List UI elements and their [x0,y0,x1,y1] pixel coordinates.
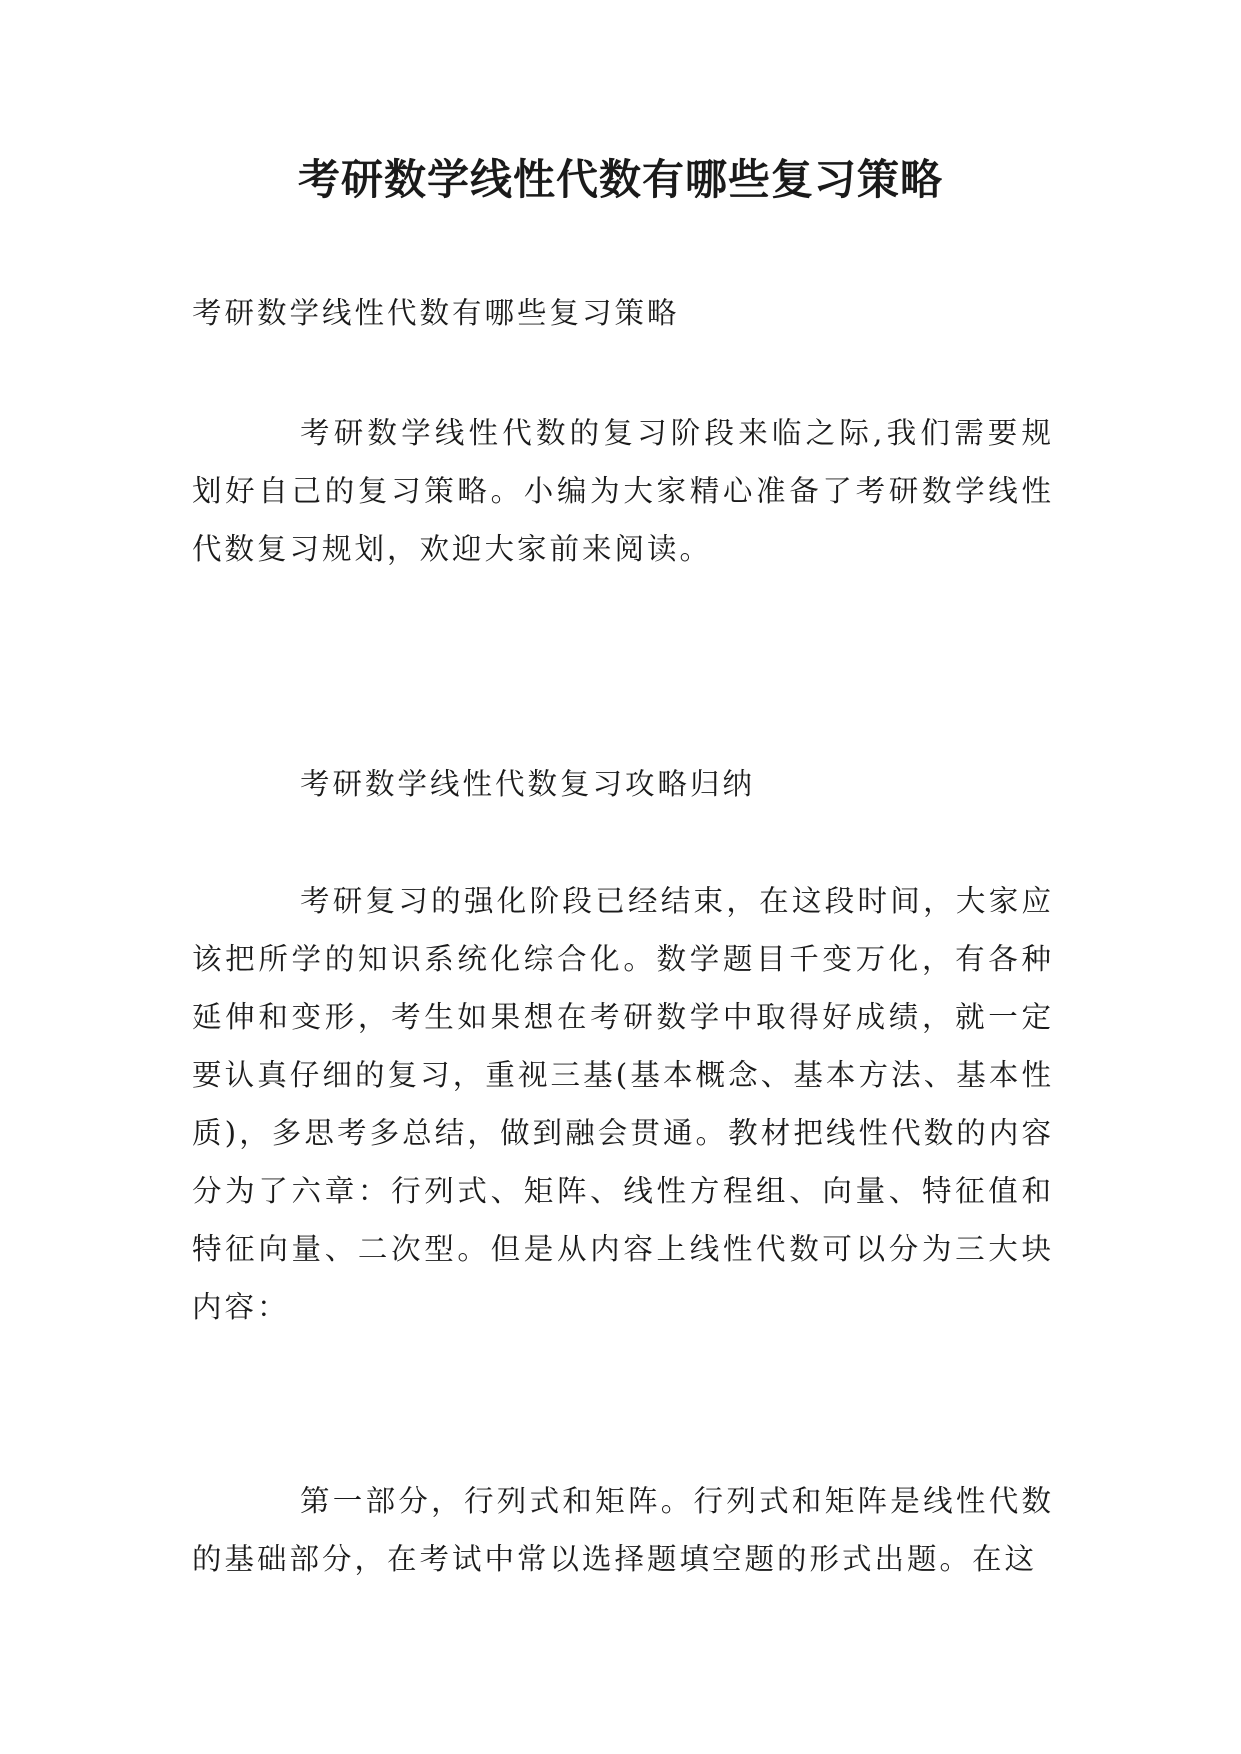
document-subtitle: 考研数学线性代数有哪些复习策略 [192,296,680,330]
intro-paragraph: 考研数学线性代数的复习阶段来临之际,我们需要规划好自己的复习策略。小编为大家精心准备了考研数学线性代数复习规划，欢迎大家前来阅读。 [192,416,1054,566]
section-heading: 考研数学线性代数复习攻略归纳 [300,767,756,801]
part-one-paragraph: 第一部分，行列式和矩阵。行列式和矩阵是线性代数的基础部分，在考试中常以选择题填空题的形式出题。在这 [192,1484,1054,1576]
document-title: 考研数学线性代数有哪些复习策略 [297,155,943,204]
strengthen-stage-paragraph: 考研复习的强化阶段已经结束，在这段时间，大家应该把所学的知识系统化综合化。数学题目千变万化，有各种延伸和变形，考生如果想在考研数学中取得好成绩，就一定要认真仔细的复习，重视三基(基本概念、基本方法、基本性质)，多思考多总结，做到融会贯通。教材把线性代数的内容分为了六章：行列式、矩阵、线性方程组、向量、特征值和特征向量、二次型。但是从内容上线性代数可以分为三大块内容： [192,884,1054,1324]
